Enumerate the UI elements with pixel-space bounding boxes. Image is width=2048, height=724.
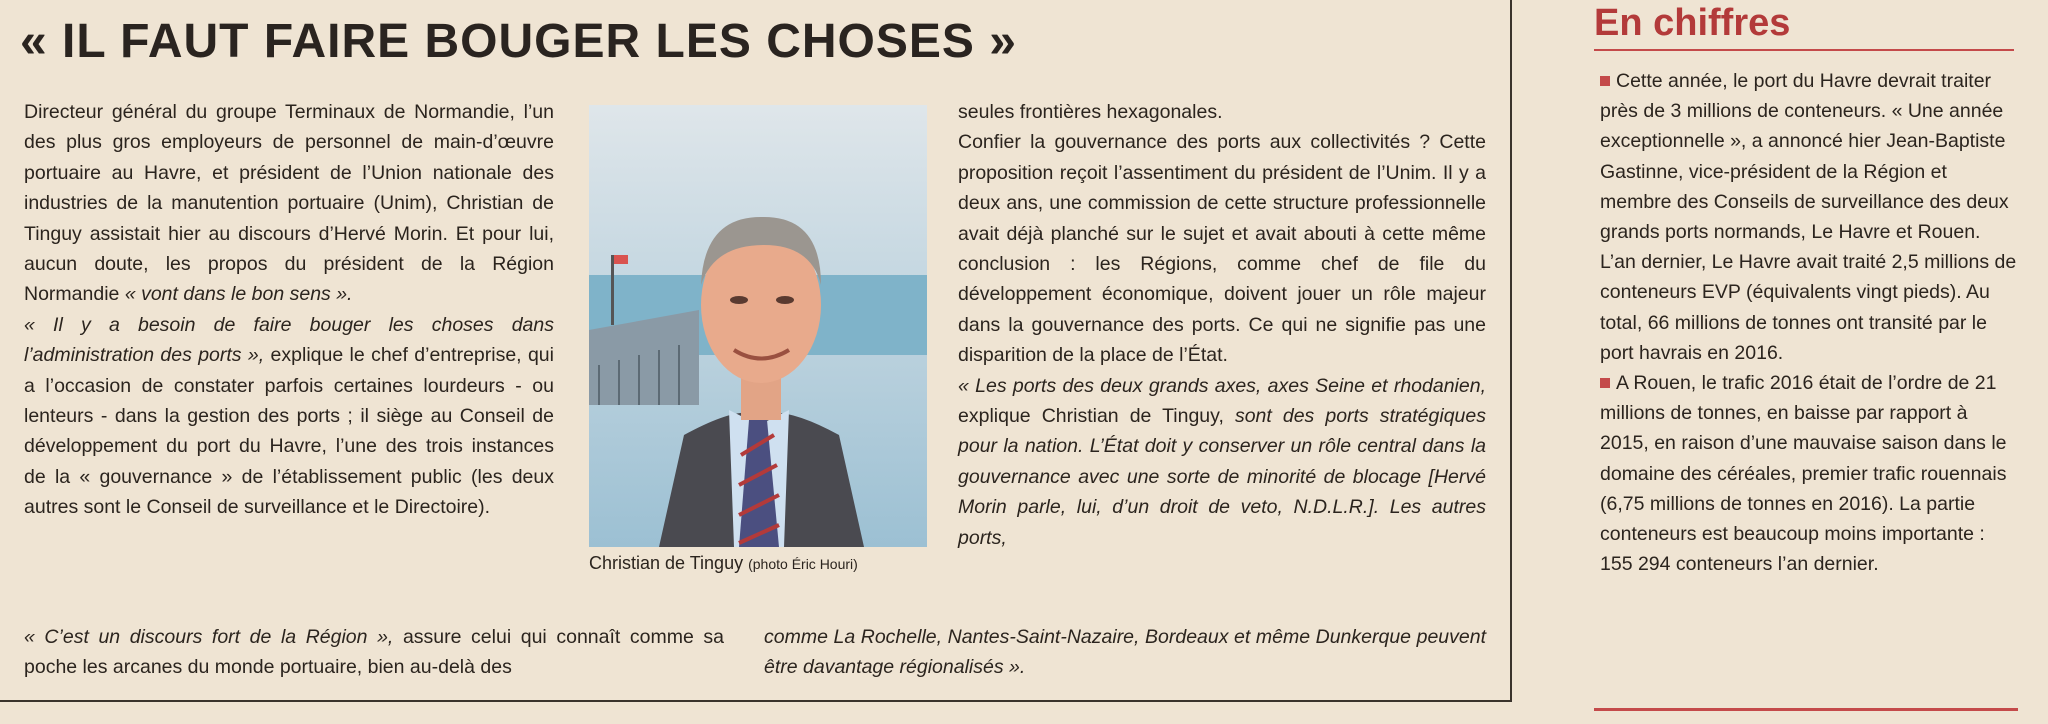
article-column-2 <box>958 97 1486 553</box>
paragraph <box>24 97 554 310</box>
headline: « IL FAUT FAIRE BOUGER LES CHOSES » <box>20 15 1017 68</box>
paragraph-text: explique Christian de Tinguy, <box>958 405 1224 428</box>
quote-text: sont des ports stratégiques pour la nation. L’État doit y conserver un rôle central dans la gouvernance avec une sorte de minorité de blocage [Hervé Morin parle, lui, d’un droit de veto, N.D.L.R.]. Les autres ports, <box>958 405 1486 549</box>
sidebar-figures <box>1584 0 2034 724</box>
portrait-photo <box>589 105 927 547</box>
sidebar-item <box>1600 368 2020 579</box>
quote-text: « Il y a besoin de faire bouger les choses dans l’administration des ports », <box>24 313 554 367</box>
bottom-left-text <box>24 622 724 683</box>
paragraph-text: assure celui qui connaît comme sa poche les arcanes du monde portuaire, bien au-delà des <box>24 626 725 679</box>
portrait-illustration <box>589 105 927 547</box>
paragraph: Confier la gouvernance des ports aux collectivités ? Cette proposition reçoit l’assentiment du président de l’Unim. Il y a deux ans, une commission de cette structure professionnelle avait déjà planché sur le sujet et avait abouti à cette même conclusion : les Régions, comme chef de file du développement économique, doivent jouer un rôle majeur dans la gouvernance des ports. Ce qui ne signifie pas une disparition de la place de l’État. <box>958 131 1486 367</box>
quote-text: « Les ports des deux grands axes, axes Seine et rhodanien, <box>958 374 1486 397</box>
square-bullet-icon <box>1600 378 1610 388</box>
bottom-right-text: comme La Rochelle, Nantes-Saint-Nazaire, Bordeaux et même Dunkerque peuvent être davantage régionalisés ». <box>764 626 1486 679</box>
caption-name: Christian de Tinguy <box>589 553 744 573</box>
paragraph-text: explique le chef d’entreprise, qui a l’occasion de constater parfois certaines lourdeurs - ou lenteurs - dans la gestion des ports ; il siège au Conseil de développement du port du Havre, l’une des trois instances de la « gouvernance » de l’établissement public (les deux autres sont le Conseil de surveillance et le Directoire). <box>24 344 554 519</box>
quote-text: « vont dans le bon sens ». <box>124 283 353 306</box>
photo-caption <box>589 553 929 574</box>
article-column-1 <box>24 97 554 523</box>
sidebar-item-text: A Rouen, le trafic 2016 était de l’ordre de 21 millions de tonnes, en baisse par rapport à 2015, en raison d’une mauvaise saison dans le domaine des céréales, premier trafic rouennais (6,75 millions de tonnes en 2016). La partie conteneurs est beaucoup moins importante : 155 294 conteneurs l’an dernier. <box>1600 372 2007 576</box>
sidebar-bottom-rule <box>1594 708 2018 711</box>
quote-text: « C’est un discours fort de la Région », <box>24 626 394 648</box>
caption-credit: (photo Éric Houri) <box>748 556 858 572</box>
sidebar-title: En chiffres <box>1594 2 2014 51</box>
sidebar-body <box>1600 66 2020 579</box>
paragraph: seules frontières hexagonales. <box>958 101 1223 123</box>
sidebar-item-text: Cette année, le port du Havre devrait traiter près de 3 millions de conteneurs. « Une année exceptionnelle », a annoncé hier Jean-Baptiste Gastinne, vice-président de la Région et membre des Conseils de surveillance des deux grands ports normands, Le Havre et Rouen. L’an dernier, Le Havre avait traité 2,5 millions de conteneurs EVP (équivalents vingt pieds). Au total, 66 millions de tonnes ont transité par le port havrais en 2016. <box>1600 70 2017 364</box>
paragraph <box>24 310 554 523</box>
paragraph <box>958 371 1486 553</box>
sidebar-item <box>1600 66 2020 368</box>
square-bullet-icon <box>1600 76 1610 86</box>
paragraph-text: Directeur général du groupe Terminaux de Normandie, l’un des plus gros employeurs de personnel de main-d’œuvre portuaire au Havre, et président de l’Union nationale des industries de la manutention portuaire (Unim), Christian de Tinguy assistait hier au discours d’Hervé Morin. Et pour lui, aucun doute, les propos du président de la Région Normandie <box>24 101 554 306</box>
